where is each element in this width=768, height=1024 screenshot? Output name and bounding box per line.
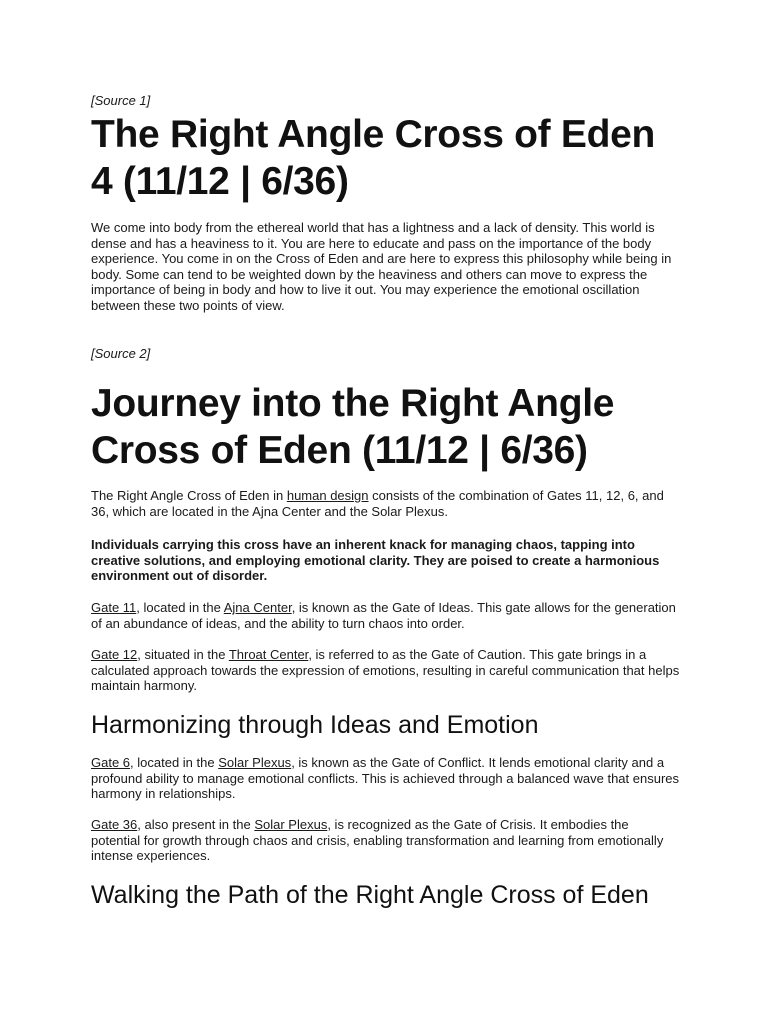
human-design-link[interactable]: human design [286,488,369,503]
source-2-title: Journey into the Right Angle Cross of Eden (11/12 | 6/36) [91,382,615,472]
gate-6-link[interactable]: Gate 6 [91,755,131,770]
gate-36-paragraph [91,817,681,864]
solar-plexus-link[interactable]: Solar Plexus [218,755,292,770]
source-1-label: [Source 1] [91,93,151,108]
gate-6-text-mid: , located in the [130,755,219,770]
source-1-body: We come into body from the ethereal world that has a lightness and a lack of density. This world is dense and has a heaviness to it. You are here to educate and pass on the importance of the body experience. You come in on the Cross of Eden and are here to express this philosophy while being in body. Some can tend to be weighted down by the heaviness and others can move to express the importance of being in body and how to live it out. You may experience the emotional oscillation between these two points of view. [91,220,672,313]
section-heading-walking-path: Walking the Path of the Right Angle Cross of Eden [91,881,649,909]
source-1-title: The Right Angle Cross of Eden 4 (11/12 | 6/36) [91,113,656,203]
gate-6-paragraph [91,755,681,802]
ajna-center-link[interactable]: Ajna Center [223,600,292,615]
solar-plexus-link-2[interactable]: Solar Plexus [254,817,328,832]
gate-36-link[interactable]: Gate 36 [91,817,138,832]
gate-12-paragraph [91,647,681,694]
intro-paragraph [91,488,681,519]
summary-bold-paragraph: Individuals carrying this cross have an inherent knack for managing chaos, tapping into creative solutions, and employing emotional clarity. They are poised to create a harmonious environment out of disorder. [91,537,660,583]
throat-center-link[interactable]: Throat Center [228,647,309,662]
intro-text-after: consists of the combination of Gates 11, 12, 6, and 36, which are located in the Ajna Center and the Solar Plexus. [91,488,664,519]
gate-12-text-mid: , situated in the [137,647,229,662]
gate-36-text-rest: , is recognized as the Gate of Crisis. It embodies the potential for growth through chaos and crisis, enabling transformation and learning from emotionally intense experiences. [91,817,664,863]
gate-11-text-mid: , located in the [136,600,224,615]
intro-text-before: The Right Angle Cross of Eden in [91,488,287,503]
gate-6-text-rest: , is known as the Gate of Conflict. It lends emotional clarity and a profound ability to manage emotional conflicts. This is achieved through a balanced wave that ensures harmony in relationships. [91,755,680,801]
gate-12-link[interactable]: Gate 12 [91,647,138,662]
gate-11-text-rest: , is known as the Gate of Ideas. This gate allows for the generation of an abundance of ideas, and the ability to turn chaos into order. [91,600,676,631]
section-heading-harmonizing: Harmonizing through Ideas and Emotion [91,711,539,739]
gate-11-paragraph [91,600,681,631]
source-2-label: [Source 2] [91,346,151,361]
gate-12-text-rest: , is referred to as the Gate of Caution. This gate brings in a calculated approach towards the expression of emotions, resulting in careful communication that helps maintain harmony. [91,647,680,693]
gate-36-text-mid: , also present in the [137,817,255,832]
gate-11-link[interactable]: Gate 11 [91,600,137,615]
